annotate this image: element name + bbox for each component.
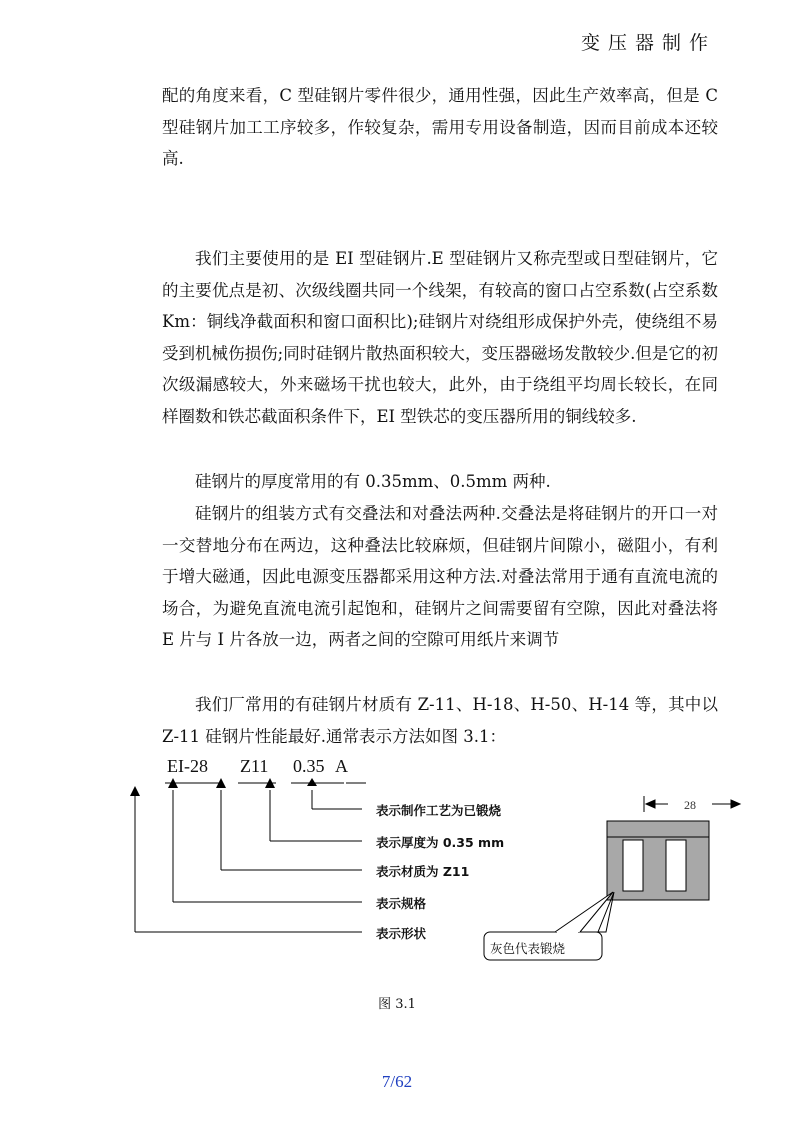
figure-caption: 图 3.1 (378, 997, 416, 1012)
callout-text: 灰色代表锻烧 (490, 941, 566, 956)
page-header: 变压器制作 (580, 32, 716, 54)
code-material: Z11 (240, 756, 269, 776)
paragraph-5: 我们厂常用的有硅钢片材质有 Z-11、H-18、H-50、H-14 等，其中以 Z-11 硅钢片性能最好.通常表示方法如图 3.1： (162, 695, 718, 746)
label-material: 表示材质为 Z11 (376, 864, 470, 879)
label-process: 表示制作工艺为已锻烧 (376, 803, 502, 818)
paragraph-3: 硅钢片的厚度常用的有 0.35mm、0.5mm 两种. (195, 472, 551, 491)
label-shape: 表示形状 (376, 926, 427, 941)
paragraph-4: 硅钢片的组装方式有交叠法和对叠法两种.交叠法是将硅钢片的开口一对一交替地分布在两边，这种叠法比较麻烦，但硅钢片间隙小，磁阻小，有利于增大磁通，因此电源变压器都采用这种方法.对叠法常用于通有直流电流的场合，为避免直流电流引起饱和，硅钢片之间需要留有空隙，因此对叠法将 E 片与 I 片各放一边，两者之间的空隙可用纸片来调节 (162, 504, 718, 649)
paragraph-1: 配的角度来看，C 型硅钢片零件很少，通用性强，因此生产效率高，但是 C 型硅钢片加工工序较多，作较复杂，需用专用设备制造，因而目前成本还较高. (162, 86, 718, 168)
code-shape-spec: EI-28 (167, 756, 208, 776)
label-thickness: 表示厚度为 0.35 mm (376, 835, 505, 850)
code-thickness: 0.35 (293, 756, 325, 776)
code-process: A (335, 756, 348, 776)
figure-3-1 (0, 756, 794, 1026)
dimension-label: 28 (684, 798, 696, 812)
page-number: 7/62 (381, 1072, 413, 1091)
label-spec: 表示规格 (376, 896, 427, 911)
paragraph-2: 我们主要使用的是 EI 型硅钢片.E 型硅钢片又称壳型或日型硅钢片，它的主要优点是初、次级线圈共同一个线架，有较高的窗口占空系数(占空系数 Km：铜线净截面积和窗口面积比);硅钢片对绕组形成保护外壳，使绕组不易受到机械伤损伤;同时硅钢片散热面积较大，变压器磁场发散较少.但是它的初次级漏感较大，外来磁场干扰也较大，此外，由于绕组平均周长较长，在同样圈数和铁芯截面积条件下，EI 型铁芯的变压器所用的铜线较多. (162, 249, 718, 426)
